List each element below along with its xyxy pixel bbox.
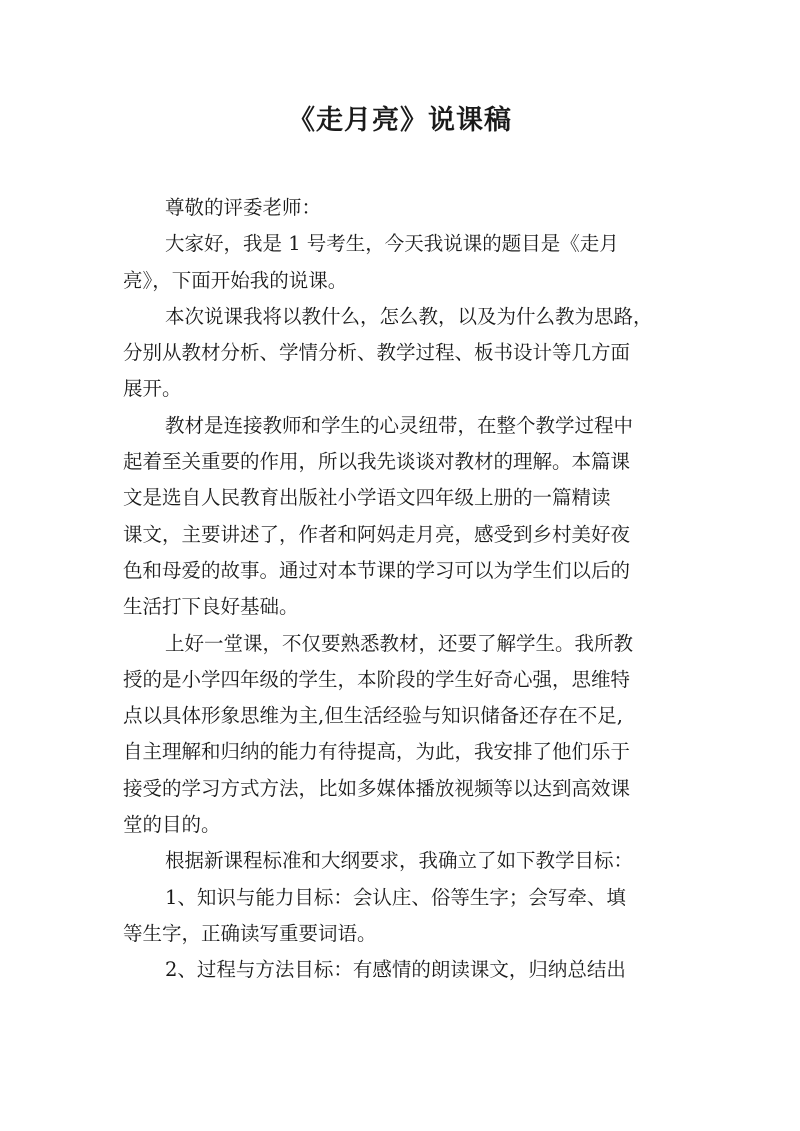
text-line: 色和母爱的故事。通过对本节课的学习可以为学生们以后的	[123, 558, 631, 582]
text-line: 2、过程与方法目标：有感情的朗读课文，归纳总结出	[165, 958, 626, 982]
text-line: 接受的学习方式方法，比如多媒体播放视频等以达到高效课	[123, 776, 631, 800]
text-line: 生活打下良好基础。	[123, 595, 299, 619]
paragraph-outline	[123, 299, 683, 408]
text-line: 起着至关重要的作用，所以我先谈谈对教材的理解。本篇课	[123, 450, 631, 474]
text-line: 授的是小学四年级的学生，本阶段的学生好奇心强，思维特	[123, 667, 631, 691]
text-line: 根据新课程标准和大纲要求，我确立了如下教学目标：	[165, 849, 634, 873]
paragraph-textbook-analysis	[123, 408, 683, 626]
document-title: 《走月亮》说课稿	[288, 105, 512, 136]
text-line: 尊敬的评委老师：	[165, 196, 322, 219]
paragraph-goal-2	[123, 952, 683, 988]
text-line: 上好一堂课，不仅要熟悉教材，还要了解学生。我所教	[165, 631, 634, 655]
text-line: 大家好，我是 1 号考生，今天我说课的题目是《走月	[165, 232, 619, 256]
text-line: 教材是连接教师和学生的心灵纽带，在整个教学过程中	[165, 413, 634, 437]
paragraph-goals-intro	[123, 843, 683, 879]
document-body	[123, 190, 683, 989]
text-line: 文是选自人民教育出版社小学语文四年级上册的一篇精读	[123, 486, 611, 510]
text-line: 自主理解和归纳的能力有待提高，为此，我安排了他们乐于	[123, 740, 631, 764]
text-line: 1、知识与能力目标：会认庄、俗等生字；会写牵、填	[165, 885, 626, 909]
text-line: 堂的目的。	[123, 813, 221, 837]
text-line: 点以具体形象思维为主,但生活经验与知识储备还存在不足,	[123, 704, 623, 728]
text-line: 亮》，下面开始我的说课。	[123, 268, 348, 292]
paragraph-student-analysis	[123, 626, 683, 844]
paragraph-goal-1	[123, 880, 683, 953]
paragraph-intro	[123, 226, 683, 299]
text-line: 课文，主要讲述了，作者和阿妈走月亮，感受到乡村美好夜	[123, 522, 631, 546]
paragraph-greeting	[123, 190, 683, 226]
text-line: 分别从教材分析、学情分析、教学过程、板书设计等几方面	[123, 341, 631, 365]
text-line: 等生字，正确读写重要词语。	[123, 921, 377, 945]
text-line: 本次说课我将以教什么，怎么教，以及为什么教为思路，	[165, 304, 653, 328]
text-line: 展开。	[123, 377, 182, 401]
